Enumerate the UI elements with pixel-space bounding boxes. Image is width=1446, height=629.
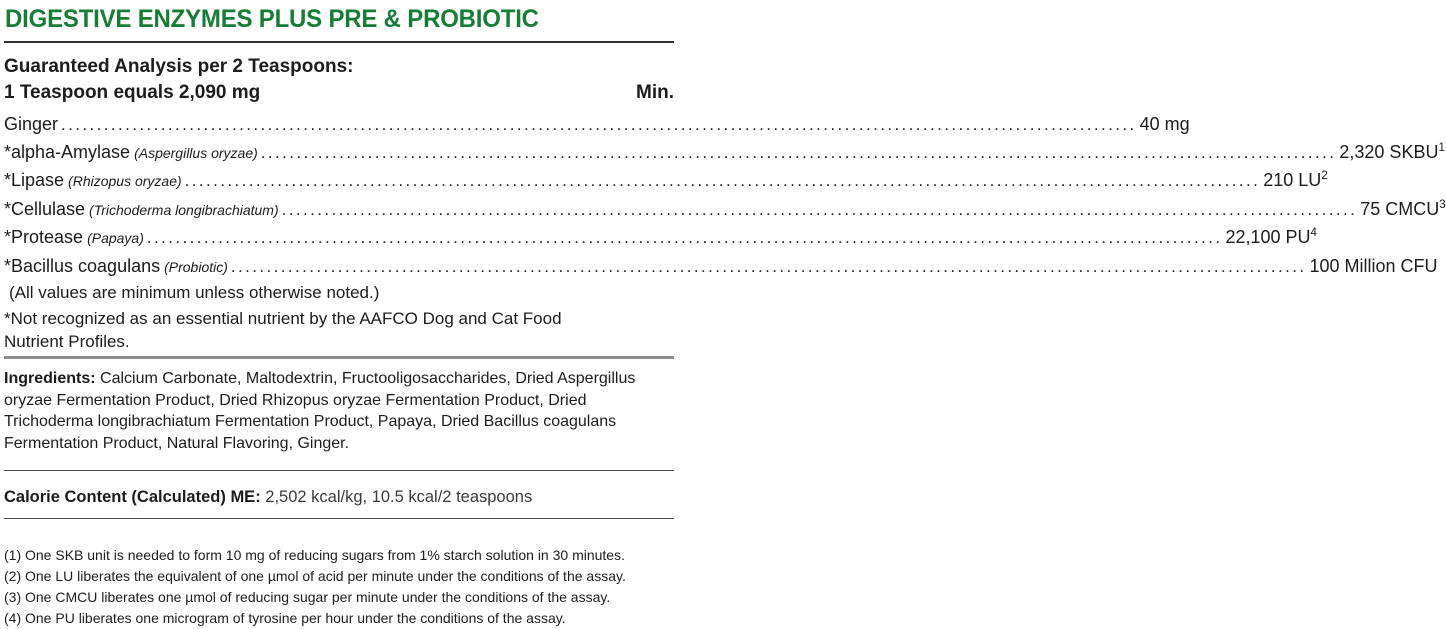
ga-row-protease <box>4 224 1317 253</box>
calorie-content-label: Calorie Content (Calculated) ME: <box>4 488 261 506</box>
ingredient-source: (Rhizopus oryzae) <box>68 173 182 189</box>
ingredient-name: *Cellulase <box>4 198 86 219</box>
divider-footnotes-top <box>4 518 674 519</box>
dot-leader <box>61 111 1137 139</box>
ingredients-paragraph <box>4 368 654 454</box>
guaranteed-analysis-heading: Guaranteed Analysis per 2 Teaspoons: <box>4 56 354 77</box>
footnote-4: (4) One PU liberates one microgram of tyrosine per hour under the conditions of the assay. <box>4 610 566 626</box>
divider-top <box>4 41 674 43</box>
ingredient-amount: 210 LU <box>1263 170 1322 190</box>
product-title: DIGESTIVE ENZYMES PLUS PRE & PROBIOTIC <box>5 4 539 34</box>
ga-row-lipase <box>4 167 1328 196</box>
ingredients-text: Calcium Carbonate, Maltodextrin, Fructooligosaccharides, Dried Aspergillus oryzae Fermentation Product, Dried Rhizopus oryzae Fermentation Product, Dried Trichoderma longibrachiatum Fermentation Product, Papaya, Dried Bacillus coagulans Fermentation Product, Natural Flavoring, Ginger. <box>4 370 636 452</box>
ingredient-source: (Papaya) <box>87 230 144 246</box>
ingredient-name: *Bacillus coagulans <box>4 255 161 276</box>
ga-row-amylase <box>4 139 1445 168</box>
footnote-1: (1) One SKB unit is needed to form 10 mg of reducing sugars from 1% starch solution in 30 minutes. <box>4 547 625 563</box>
ingredient-name: *alpha-Amylase <box>4 141 131 162</box>
calorie-content-line <box>4 487 674 507</box>
footnote-ref: 3 <box>1439 198 1446 211</box>
ingredient-amount: 75 CMCU <box>1360 198 1440 219</box>
ingredient-amount: 2,320 SKBU <box>1339 141 1439 162</box>
footnote-2: (2) One LU liberates the equivalent of one µmol of acid per minute under the conditions of the assay. <box>4 568 626 584</box>
min-column-label: Min. <box>636 82 674 103</box>
dot-leader <box>185 167 1261 195</box>
dot-leader <box>282 196 1358 224</box>
ingredients-label: Ingredients: <box>4 370 96 387</box>
divider-ingredients-top <box>4 356 674 359</box>
dot-leader <box>147 224 1223 252</box>
dot-leader <box>261 139 1337 167</box>
ga-row-ginger <box>4 111 1190 139</box>
footnotes <box>4 545 674 629</box>
footnote-ref: 4 <box>1310 227 1317 239</box>
divider-calorie-top <box>4 470 674 471</box>
footnote-ref: 1 <box>1438 141 1445 154</box>
dot-leader <box>231 253 1307 281</box>
ga-row-bacillus <box>4 253 1438 282</box>
ingredient-amount: 22,100 PU <box>1225 227 1311 247</box>
serving-note: 1 Teaspoon equals 2,090 mg <box>4 82 261 103</box>
ingredient-name: *Protease <box>4 227 84 247</box>
minimum-values-note: (All values are minimum unless otherwise noted.) <box>9 283 380 302</box>
serving-row <box>4 82 674 103</box>
calorie-content-value: 2,502 kcal/kg, 10.5 kcal/2 teaspoons <box>265 488 533 506</box>
ingredient-source: (Trichoderma longibrachiatum) <box>89 201 279 218</box>
ingredient-source: (Probiotic) <box>164 258 228 275</box>
ingredient-source: (Aspergillus oryzae) <box>134 144 258 161</box>
ingredient-amount: 40 mg <box>1139 114 1190 134</box>
footnote-3: (3) One CMCU liberates one µmol of reducing sugar per minute under the conditions of the assay. <box>4 589 611 605</box>
ga-row-cellulase <box>4 196 1446 225</box>
ingredient-name: *Lipase <box>4 170 65 190</box>
ingredient-amount: 100 Million CFU <box>1309 255 1438 276</box>
ingredient-name: Ginger <box>4 114 59 134</box>
aafco-note: *Not recognized as an essential nutrient by the AAFCO Dog and Cat Food Nutrient Profiles. <box>4 309 562 351</box>
guaranteed-analysis-table <box>4 111 1446 281</box>
footnote-ref: 2 <box>1321 170 1328 182</box>
